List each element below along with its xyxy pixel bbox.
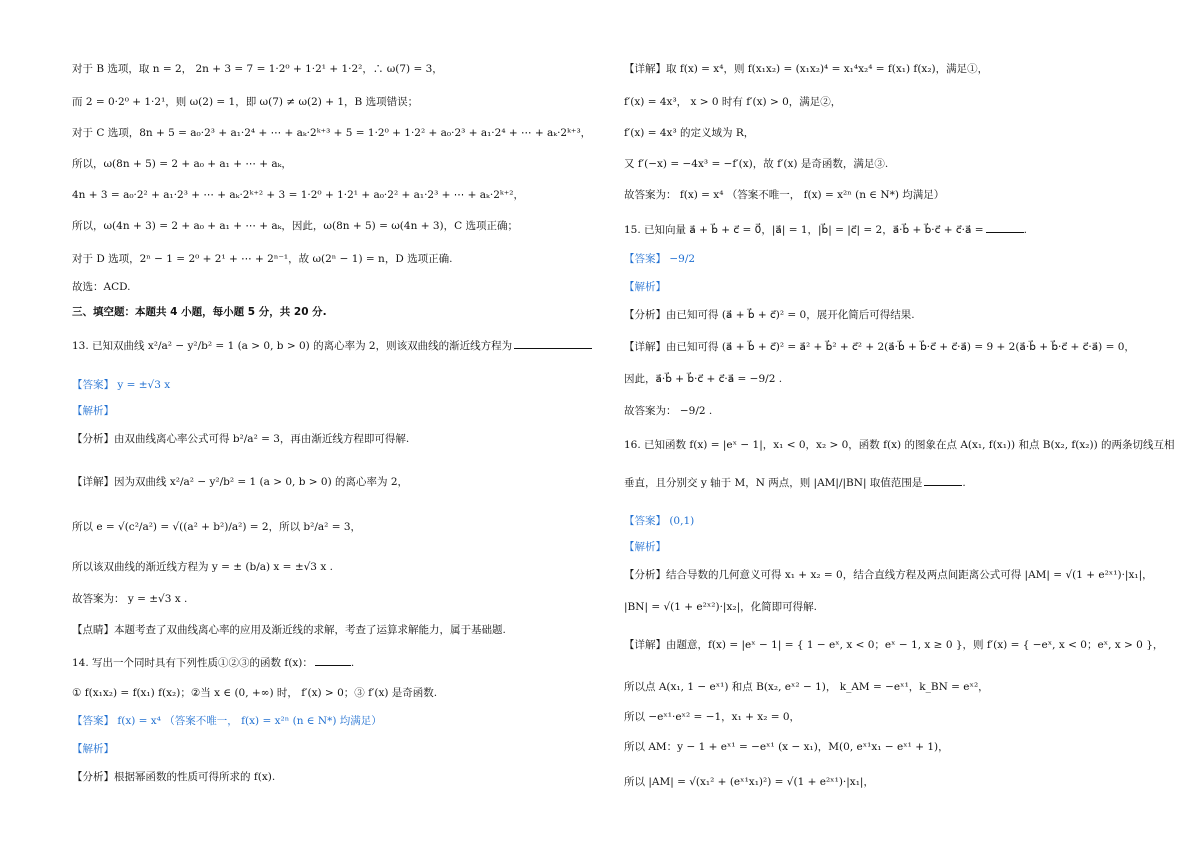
line-text: 14. 写出一个同时具有下列性质①②③的函数 f(x)： [72, 657, 313, 669]
text-line [624, 280, 666, 294]
line-text: 而 2 = 0·2⁰ + 1·2¹，则 ω(2) = 1，即 ω(7) ≠ ω(2) + 1，B 选项错误； [72, 96, 419, 108]
text-line [72, 305, 327, 319]
line-text: 16. 已知函数 f(x) = |eˣ − 1|，x₁ < 0，x₂ > 0，函数 f(x) 的图象在点 A(x₁, f(x₁)) 和点 B(x₂, f(x₂)) 的两条切线互相 [624, 439, 1175, 451]
text-line [72, 520, 361, 534]
text-line [624, 438, 1175, 452]
line-text: 三、填空题：本题共 4 小题，每小题 5 分，共 20 分. [72, 306, 327, 318]
line-text: 【点睛】本题考查了双曲线离心率的应用及渐近线的求解，考查了运算求解能力，属于基础题. [72, 624, 506, 636]
text-line [624, 222, 1027, 237]
text-line [624, 340, 1135, 354]
line-text: 所以 −eˣ¹·eˣ² = −1，x₁ + x₂ = 0， [624, 711, 801, 723]
text-line [72, 432, 409, 446]
line-text: 【解析】 [72, 405, 114, 417]
text-line [624, 62, 988, 76]
text-line [624, 475, 966, 490]
line-text: 【分析】由已知可得 (a⃗ + b⃗ + c⃗)² = 0，展开化简后可得结果. [624, 309, 915, 321]
text-line [624, 638, 1163, 652]
text-line [624, 568, 1153, 582]
line-text: 对于 B 选项，取 n = 2， 2n + 3 = 7 = 1·2⁰ + 1·2¹ + 1·2²，∴ ω(7) = 3， [72, 63, 443, 75]
line-text: 所以 |AM| = √(x₁² + (eˣ¹x₁)²) = √(1 + e²ˣ¹)·|x₁|， [624, 776, 874, 788]
line-text: 所以点 A(x₁, 1 − eˣ¹) 和点 B(x₂, eˣ² − 1)， k_AM = −eˣ¹，k_BN = eˣ²， [624, 681, 989, 693]
text-line [72, 252, 452, 266]
text-line [624, 680, 989, 694]
text-line [624, 188, 944, 202]
line-text: 【答案】 y = ±√3 x [72, 379, 171, 391]
text-line [72, 126, 591, 140]
line-text: |BN| = √(1 + e²ˣ²)·|x₂|，化简即可得解. [624, 601, 817, 613]
line-suffix: . [962, 477, 966, 489]
line-text: 【答案】 −9/2 [624, 253, 696, 265]
answer-blank [514, 338, 592, 349]
line-text: 因此，a⃗·b⃗ + b⃗·c⃗ + c⃗·a⃗ = −9/2 . [624, 373, 783, 385]
text-line [72, 378, 170, 392]
line-text: 故答案为： f(x) = x⁴ （答案不唯一， f(x) = x²ⁿ (n ∈ N*) 均满足） [624, 189, 945, 201]
text-line [72, 742, 114, 756]
line-text: f′(x) = 4x³ 的定义域为 R， [624, 127, 755, 139]
text-line [624, 740, 949, 754]
line-text: 所以该双曲线的渐近线方程为 y = ± (b/a) x = ±√3 x . [72, 561, 333, 573]
text-line [72, 280, 131, 294]
text-line [72, 62, 443, 76]
text-line [624, 95, 841, 109]
text-line [72, 188, 524, 202]
text-line [624, 404, 712, 418]
line-text: 【答案】 (0,1) [624, 515, 695, 527]
line-suffix: . [1023, 224, 1027, 236]
line-suffix: . [350, 657, 355, 669]
line-text: 又 f′(−x) = −4x³ = −f′(x)，故 f′(x) 是奇函数，满足③. [624, 158, 889, 170]
text-line [72, 623, 506, 637]
line-text: 【解析】 [624, 281, 666, 293]
text-line [72, 475, 408, 489]
text-line [624, 252, 695, 266]
line-text: 所以 e = √(c²/a²) = √((a² + b²)/a²) = 2，所以 b²/a² = 3， [72, 521, 362, 533]
line-text: 【分析】根据幂函数的性质可得所求的 f(x). [72, 771, 276, 783]
text-line [72, 157, 292, 171]
text-line [72, 219, 518, 233]
text-line [72, 560, 333, 574]
text-line [624, 540, 666, 554]
line-text: 【答案】 f(x) = x⁴ （答案不唯一， f(x) = x²ⁿ (n ∈ N*) 均满足） [72, 715, 382, 727]
answer-blank [924, 475, 962, 486]
text-line [624, 710, 800, 724]
line-text: 4n + 3 = a₀·2² + a₁·2³ + ⋯ + aₖ·2ᵏ⁺² + 3 = 1·2⁰ + 1·2¹ + a₀·2² + a₁·2³ + ⋯ + aₖ·2ᵏ⁺²， [72, 189, 524, 201]
line-text: 故答案为： y = ±√3 x . [72, 593, 188, 605]
line-text: 对于 C 选项，8n + 5 = a₀·2³ + a₁·2⁴ + ⋯ + aₖ·2ᵏ⁺³ + 5 = 1·2⁰ + 1·2² + a₀·2³ + a₁·2⁴ + ⋯ + aₖ·2ᵏ⁺³， [72, 127, 592, 139]
line-text: 故选：ACD. [72, 281, 131, 293]
text-line [72, 95, 418, 109]
line-text: 垂直，且分别交 y 轴于 M，N 两点，则 |AM|/|BN| 取值范围是 [624, 477, 923, 489]
text-line [624, 308, 915, 322]
text-line [72, 770, 275, 784]
line-text: 【详解】由题意，f(x) = |eˣ − 1| = { 1 − eˣ, x < 0；eˣ − 1, x ≥ 0 }，则 f′(x) = { −eˣ, x < 0；eˣ, x > 0 }， [624, 639, 1164, 651]
text-line [624, 126, 754, 140]
text-line [624, 775, 874, 789]
text-line [72, 404, 114, 418]
line-text: 所以 AM：y − 1 + eˣ¹ = −eˣ¹ (x − x₁)，M(0, eˣ¹x₁ − eˣ¹ + 1)， [624, 741, 949, 753]
line-text: ① f(x₁x₂) = f(x₁) f(x₂)；②当 x ∈ (0, +∞) 时， f′(x) > 0；③ f′(x) 是奇函数. [72, 687, 438, 699]
text-line [624, 157, 888, 171]
line-text: 故答案为： −9/2 . [624, 405, 713, 417]
text-line [72, 714, 382, 728]
line-text: 13. 已知双曲线 x²/a² − y²/b² = 1 (a > 0, b > 0) 的离心率为 2，则该双曲线的渐近线方程为 [72, 340, 513, 352]
answer-blank [986, 222, 1024, 233]
line-text: 对于 D 选项，2ⁿ − 1 = 2⁰ + 2¹ + ⋯ + 2ⁿ⁻¹，故 ω(2ⁿ − 1) = n，D 选项正确. [72, 253, 453, 265]
text-line [624, 600, 817, 614]
answer-blank [315, 655, 351, 666]
line-text: 【分析】结合导数的几何意义可得 x₁ + x₂ = 0，结合直线方程及两点间距离公式可得 |AM| = √(1 + e²ˣ¹)·|x₁|， [624, 569, 1153, 581]
line-text: 【解析】 [624, 541, 666, 553]
line-text: 所以，ω(8n + 5) = 2 + a₀ + a₁ + ⋯ + aₖ， [72, 158, 292, 170]
text-line [72, 686, 437, 700]
line-text: 【解析】 [72, 743, 114, 755]
text-line [72, 592, 187, 606]
line-text: 【详解】取 f(x) = x⁴，则 f(x₁x₂) = (x₁x₂)⁴ = x₁⁴x₂⁴ = f(x₁) f(x₂)，满足①， [624, 63, 989, 75]
right-column [624, 0, 1175, 849]
text-line [72, 655, 354, 670]
text-line [624, 514, 694, 528]
line-text: 【详解】由已知可得 (a⃗ + b⃗ + c⃗)² = a⃗² + b⃗² + c⃗² + 2(a⃗·b⃗ + b⃗·c⃗ + c⃗·a⃗) = 9 + 2(a⃗·b⃗ + b⃗·c⃗ + c⃗·a⃗) = 0， [624, 341, 1135, 353]
line-text: 所以，ω(4n + 3) = 2 + a₀ + a₁ + ⋯ + aₖ，因此，ω(8n + 5) = ω(4n + 3)，C 选项正确； [72, 220, 518, 232]
line-text: 15. 已知向量 a⃗ + b⃗ + c⃗ = 0⃗，|a⃗| = 1，|b⃗| = |c⃗| = 2，a⃗·b⃗ + b⃗·c⃗ + c⃗·a⃗ = [624, 224, 984, 236]
text-line [72, 338, 592, 353]
left-column [72, 0, 612, 849]
line-text: 【详解】因为双曲线 x²/a² − y²/b² = 1 (a > 0, b > 0) 的离心率为 2， [72, 476, 409, 488]
text-line [624, 372, 782, 386]
line-text: 【分析】由双曲线离心率公式可得 b²/a² = 3，再由渐近线方程即可得解. [72, 433, 410, 445]
line-text: f′(x) = 4x³， x > 0 时有 f′(x) > 0，满足②， [624, 96, 842, 108]
